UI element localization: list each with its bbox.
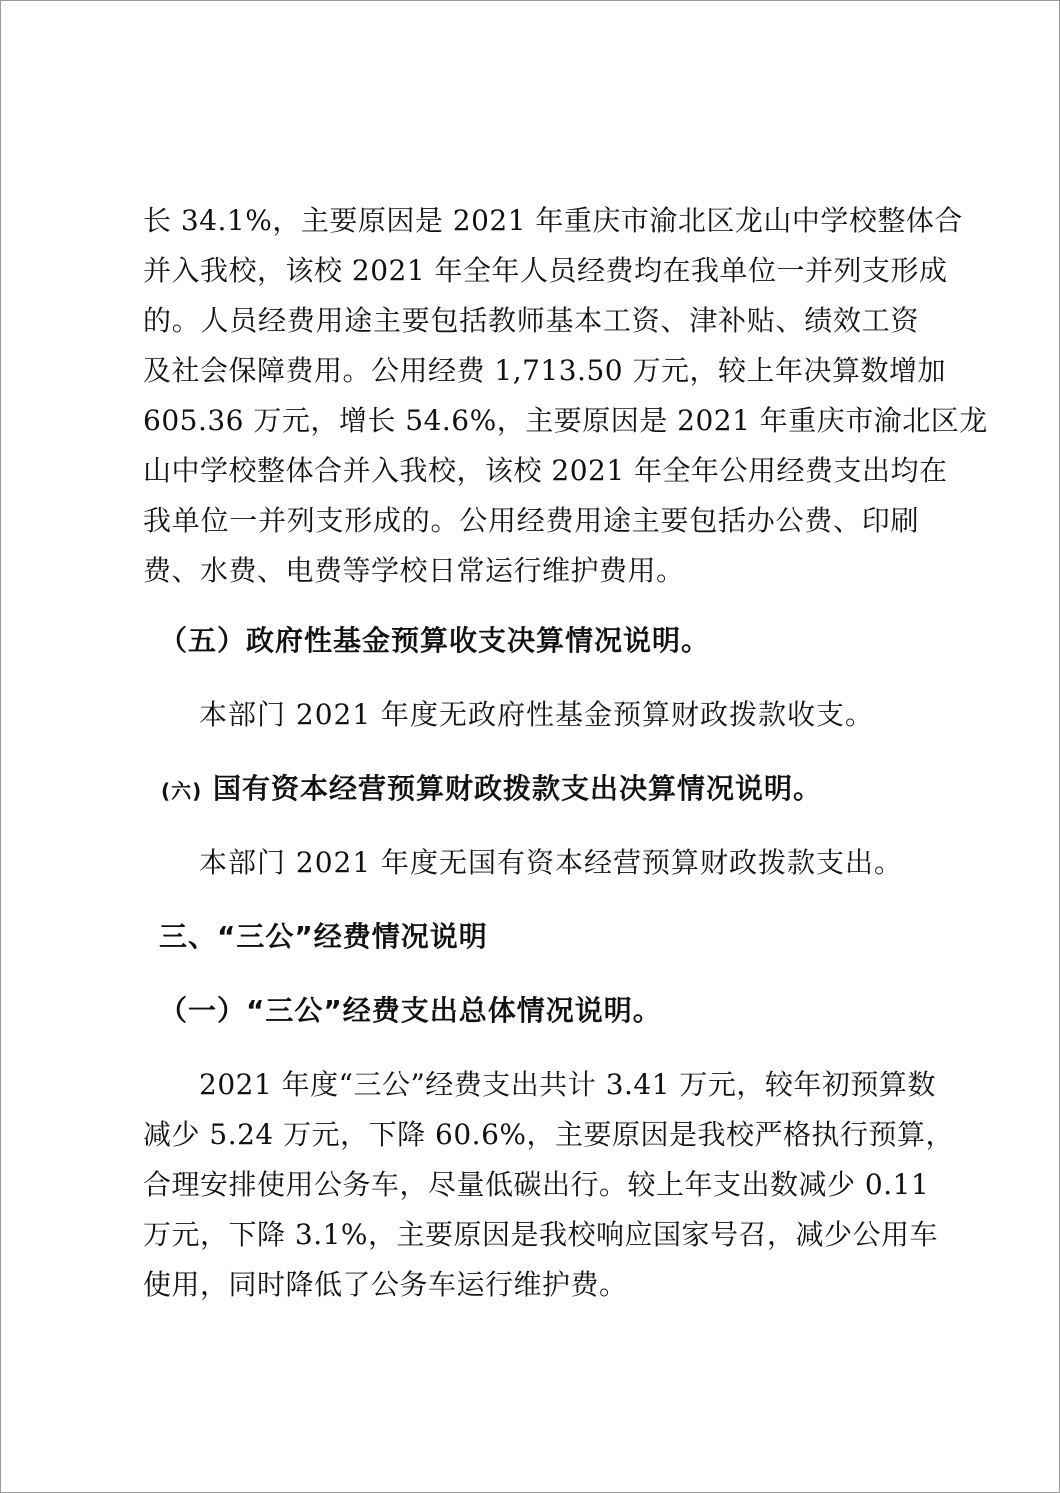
section-body-state-capital: 本部门 2021 年度无国有资本经营预算财政拨款支出。 — [199, 846, 904, 879]
section-heading-text: 国有资本经营预算财政拨款支出决算情况说明。 — [213, 772, 823, 805]
text-line: 费、水费、电费等学校日常运行维护费用。 — [143, 554, 685, 587]
subsection-heading-overall: （一）“三公”经费支出总体情况说明。 — [159, 994, 662, 1027]
text-line: 的。人员经费用途主要包括教师基本工资、津补贴、绩效工资 — [143, 304, 919, 337]
text-line: 减少 5.24 万元，下降 60.6%，主要原因是我校严格执行预算， — [143, 1118, 954, 1151]
text-line: 山中学校整体合并入我校，该校 2021 年全年公用经费支出均在 — [143, 454, 948, 487]
text-line: 使用，同时降低了公务车运行维护费。 — [143, 1268, 628, 1301]
text-line: 合理安排使用公务车，尽量低碳出行。较上年支出数减少 0.11 — [143, 1168, 930, 1201]
text-line: 605.36 万元，增长 54.6%，主要原因是 2021 年重庆市渝北区龙 — [143, 404, 988, 437]
text-line: 2021 年度“三公”经费支出共计 3.41 万元，较年初预算数 — [199, 1068, 936, 1101]
text-line: 我单位一并列支形成的。公用经费用途主要包括办公费、印刷 — [143, 504, 919, 537]
section-number: (六) — [161, 779, 203, 803]
text-line: 并入我校，该校 2021 年全年人员经费均在我单位一并列支形成 — [143, 254, 948, 287]
text-line: 长 34.1%，主要原因是 2021 年重庆市渝北区龙山中学校整体合 — [143, 204, 963, 237]
section-heading-government-fund: （五）政府性基金预算收支决算情况说明。 — [159, 624, 711, 657]
section-body-government-fund: 本部门 2021 年度无政府性基金预算财政拨款收支。 — [199, 698, 875, 731]
chapter-heading-three-public: 三、“三公”经费情况说明 — [159, 920, 488, 953]
section-heading-state-capital — [161, 765, 822, 813]
text-line: 及社会保障费用。公用经费 1,713.50 万元，较上年决算数增加 — [143, 354, 946, 387]
text-line: 万元，下降 3.1%，主要原因是我校响应国家号召，减少公用车 — [143, 1218, 939, 1251]
